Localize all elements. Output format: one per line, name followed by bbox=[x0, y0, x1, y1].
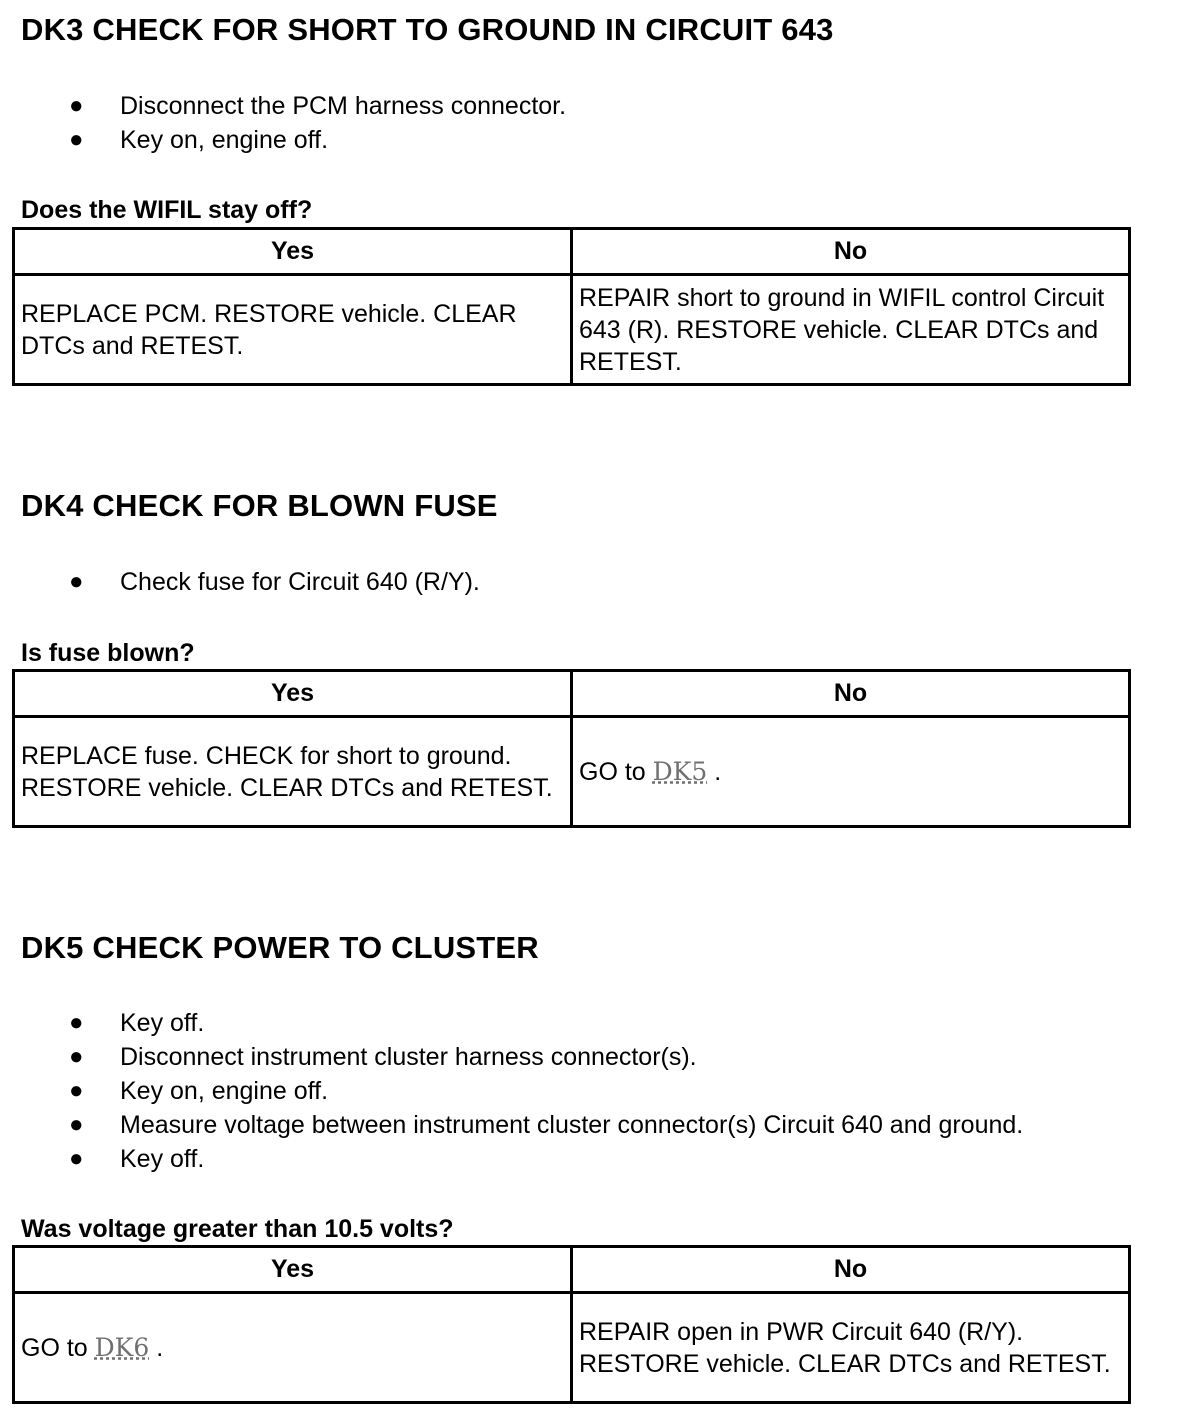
step-text: Disconnect the PCM harness connector. bbox=[120, 92, 567, 120]
step-text: Disconnect instrument cluster harness connector(s). bbox=[120, 1043, 697, 1071]
bullet-icon: ● bbox=[69, 126, 84, 153]
step-text: Key on, engine off. bbox=[120, 1077, 329, 1105]
step-text: Key off. bbox=[120, 1145, 205, 1173]
answer-table-dk3 bbox=[12, 227, 1131, 386]
no-header: No bbox=[572, 229, 1130, 275]
section-heading-dk3: DK3 CHECK FOR SHORT TO GROUND IN CIRCUIT 643 bbox=[21, 12, 834, 47]
yes-cell bbox=[14, 1293, 572, 1403]
period: . bbox=[156, 1333, 164, 1362]
table-row bbox=[14, 1293, 1130, 1403]
bullet-icon: ● bbox=[69, 1077, 84, 1104]
table-header-row bbox=[14, 671, 1130, 717]
yes-cell: REPLACE PCM. RESTORE vehicle. CLEAR DTCs and RETEST. bbox=[14, 275, 572, 385]
section-heading-dk5: DK5 CHECK POWER TO CLUSTER bbox=[21, 930, 539, 965]
table-row bbox=[14, 275, 1130, 385]
no-cell bbox=[572, 717, 1130, 827]
go-to-label: GO to bbox=[579, 757, 646, 786]
no-header: No bbox=[572, 1247, 1130, 1293]
bullet-icon: ● bbox=[69, 1043, 84, 1070]
yes-header: Yes bbox=[14, 671, 572, 717]
no-cell: REPAIR open in PWR Circuit 640 (R/Y). RESTORE vehicle. CLEAR DTCs and RETEST. bbox=[572, 1293, 1130, 1403]
step-text: Key off. bbox=[120, 1009, 205, 1037]
table-header-row bbox=[14, 1247, 1130, 1293]
bullet-icon: ● bbox=[69, 568, 84, 595]
bullet-icon: ● bbox=[69, 1009, 84, 1036]
yes-header: Yes bbox=[14, 229, 572, 275]
answer-table-dk5 bbox=[12, 1245, 1131, 1404]
question-dk3: Does the WIFIL stay off? bbox=[21, 196, 313, 224]
period: . bbox=[714, 757, 722, 786]
bullet-icon: ● bbox=[69, 1145, 84, 1172]
bullet-icon: ● bbox=[69, 92, 84, 119]
table-row bbox=[14, 717, 1130, 827]
step-text: Measure voltage between instrument cluster connector(s) Circuit 640 and ground. bbox=[120, 1111, 1024, 1139]
section-heading-dk4: DK4 CHECK FOR BLOWN FUSE bbox=[21, 488, 498, 523]
no-header: No bbox=[572, 671, 1130, 717]
go-to-label: GO to bbox=[21, 1333, 88, 1362]
question-dk5: Was voltage greater than 10.5 volts? bbox=[21, 1215, 454, 1243]
no-cell: REPAIR short to ground in WIFIL control Circuit 643 (R). RESTORE vehicle. CLEAR DTCs and RETEST. bbox=[572, 275, 1130, 385]
yes-cell: REPLACE fuse. CHECK for short to ground. RESTORE vehicle. CLEAR DTCs and RETEST. bbox=[14, 717, 572, 827]
link-dk6[interactable]: DK6 bbox=[94, 1332, 150, 1362]
table-header-row bbox=[14, 229, 1130, 275]
answer-table-dk4 bbox=[12, 669, 1131, 828]
step-text: Key on, engine off. bbox=[120, 126, 329, 154]
question-dk4: Is fuse blown? bbox=[21, 639, 195, 667]
yes-header: Yes bbox=[14, 1247, 572, 1293]
step-text: Check fuse for Circuit 640 (R/Y). bbox=[120, 568, 480, 596]
link-dk5[interactable]: DK5 bbox=[652, 756, 708, 786]
bullet-icon: ● bbox=[69, 1111, 84, 1138]
